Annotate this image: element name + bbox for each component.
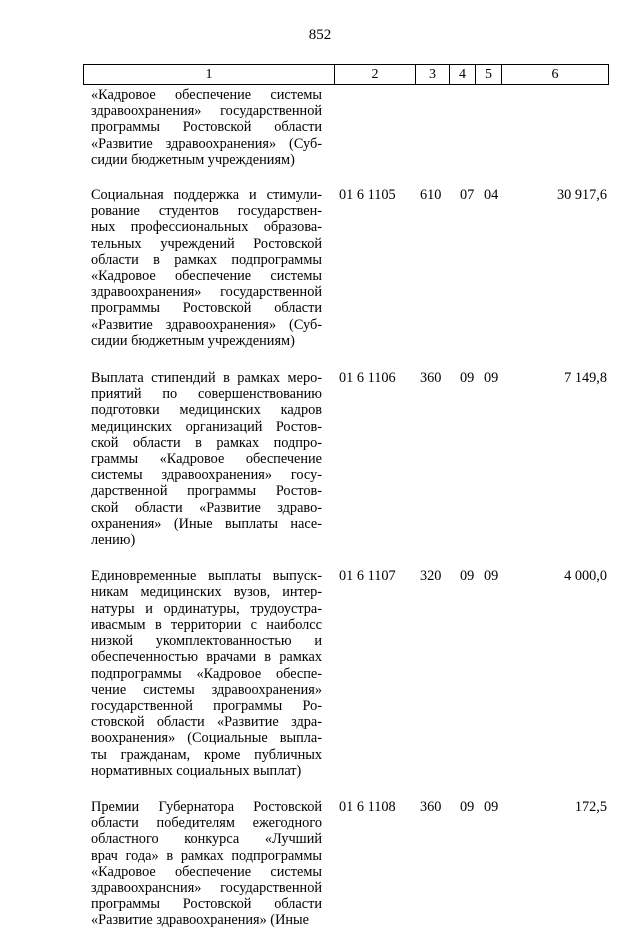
row-code: 01 6 1106 xyxy=(339,370,396,387)
header-col-2: 2 xyxy=(335,65,416,84)
row-expense-type: 360 xyxy=(420,798,442,815)
description-line: приятий по совершенствованию xyxy=(91,386,322,403)
description-line: «Кадровое обеспечение системы xyxy=(91,87,322,103)
description-line: программы Ростовской области xyxy=(91,300,322,317)
description-line: областного конкурса «Лучший xyxy=(91,831,322,848)
description-line: здравоохрансния» государственной xyxy=(91,879,322,896)
row-code: 01 6 1107 xyxy=(339,568,396,585)
row-description xyxy=(91,568,322,779)
description-line: «Развитие здравоохранения» (Иные xyxy=(91,912,309,929)
description-line: ской области в рамках подпро- xyxy=(91,434,322,451)
description-line: Премии Губернатора Ростовской xyxy=(91,798,322,815)
description-line: системы здравоохранения» госу- xyxy=(91,467,322,484)
description-line: нормативных социальных выплат) xyxy=(91,762,302,779)
description-line: стовской области «Развитие здра- xyxy=(91,714,322,731)
description-line: Социальная поддержка и стимули- xyxy=(91,187,322,204)
description-line: «Кадровое обеспечение системы xyxy=(91,268,322,285)
header-col-3: 3 xyxy=(416,65,450,84)
description-line: области в рамках подпрограммы xyxy=(91,251,322,268)
description-line: «Кадровое обеспечение системы xyxy=(91,863,322,880)
row-subsection: 09 xyxy=(484,568,499,585)
row-amount: 172,5 xyxy=(574,798,607,815)
description-line: сидии бюджетным учреждениям) xyxy=(91,332,295,349)
description-line: «Развитие здравоохранения» (Суб- xyxy=(91,135,322,152)
header-col-6: 6 xyxy=(551,67,559,82)
row-expense-type: 320 xyxy=(420,568,442,585)
description-line: рование студентов государствен- xyxy=(91,203,322,220)
row-subsection: 09 xyxy=(484,370,499,387)
description-line: программы Ростовской области xyxy=(91,119,322,136)
header-col-4: 4 xyxy=(450,65,476,84)
table-row xyxy=(91,187,607,349)
row-amount: 7 149,8 xyxy=(564,370,607,387)
description-line: Выплата стипендий в рамках меро- xyxy=(91,370,322,387)
row-section: 07 xyxy=(460,187,475,204)
description-line: воохранения» (Социальные выпла- xyxy=(91,730,322,747)
row-section: 09 xyxy=(460,370,475,387)
description-line: программы Ростовской области xyxy=(91,896,322,913)
row-subsection: 09 xyxy=(484,798,499,815)
row-expense-type: 360 xyxy=(420,370,442,387)
row-amount: 30 917,6 xyxy=(556,187,607,204)
row-code: 01 6 1108 xyxy=(339,798,396,815)
row-description xyxy=(91,87,322,168)
description-line: медицинских организаций Ростов- xyxy=(91,418,322,435)
header-col-5: 5 xyxy=(476,65,502,84)
description-line: здравоохранения» государственной xyxy=(91,103,322,120)
table-row xyxy=(91,87,607,168)
row-subsection: 04 xyxy=(484,187,499,204)
table-body xyxy=(91,87,607,929)
row-description xyxy=(91,370,322,548)
table-row xyxy=(91,370,607,548)
table-header xyxy=(83,64,609,85)
description-line: дарственной программы Ростов- xyxy=(91,483,322,500)
description-line: области победителям ежегодного xyxy=(91,815,322,832)
description-line: лению) xyxy=(91,532,136,549)
description-line: ивасмым в территории с наиболсс xyxy=(91,616,322,633)
description-line: чение системы здравоохранения» xyxy=(91,681,322,698)
description-line: врач года» в рамках подпрограммы xyxy=(91,847,322,864)
table-row xyxy=(91,799,607,929)
row-amount: 4 000,0 xyxy=(564,568,607,585)
description-line: охранения» (Иные выплаты насе- xyxy=(91,515,322,532)
description-line: натуры и ординатуры, трудоустра- xyxy=(91,600,322,617)
description-line: здравоохранения» государственной xyxy=(91,284,322,301)
row-expense-type: 610 xyxy=(420,187,442,204)
row-code: 01 6 1105 xyxy=(339,187,396,204)
description-line: ской области «Развитие здраво- xyxy=(91,499,322,516)
description-line: обеспеченностью врачами в рамках xyxy=(91,649,322,666)
description-line: никам медицинских вузов, интер- xyxy=(91,584,322,601)
description-line: подготовки медицинских кадров xyxy=(91,402,322,419)
description-line: Единовременные выплаты выпуск- xyxy=(91,568,322,585)
description-line: ных профессиональных образова- xyxy=(91,219,322,236)
header-col-1: 1 xyxy=(84,65,335,84)
description-line: низкой укомплектованностью и xyxy=(91,633,322,650)
row-section: 09 xyxy=(460,568,475,585)
row-section: 09 xyxy=(460,798,475,815)
page-number: 852 xyxy=(308,27,332,43)
description-line: граммы «Кадровое обеспечение xyxy=(91,451,322,468)
description-line: сидии бюджетным учреждениям) xyxy=(91,151,295,168)
description-line: тельных учреждений Ростовской xyxy=(91,235,322,252)
table-row xyxy=(91,568,607,779)
description-line: ты гражданам, кроме публичных xyxy=(91,746,322,763)
row-description xyxy=(91,799,322,929)
row-description xyxy=(91,187,322,349)
description-line: государственной программы Ро- xyxy=(91,697,322,714)
description-line: подпрограммы «Кадровое обеспе- xyxy=(91,665,322,682)
description-line: «Развитие здравоохранения» (Суб- xyxy=(91,316,322,333)
